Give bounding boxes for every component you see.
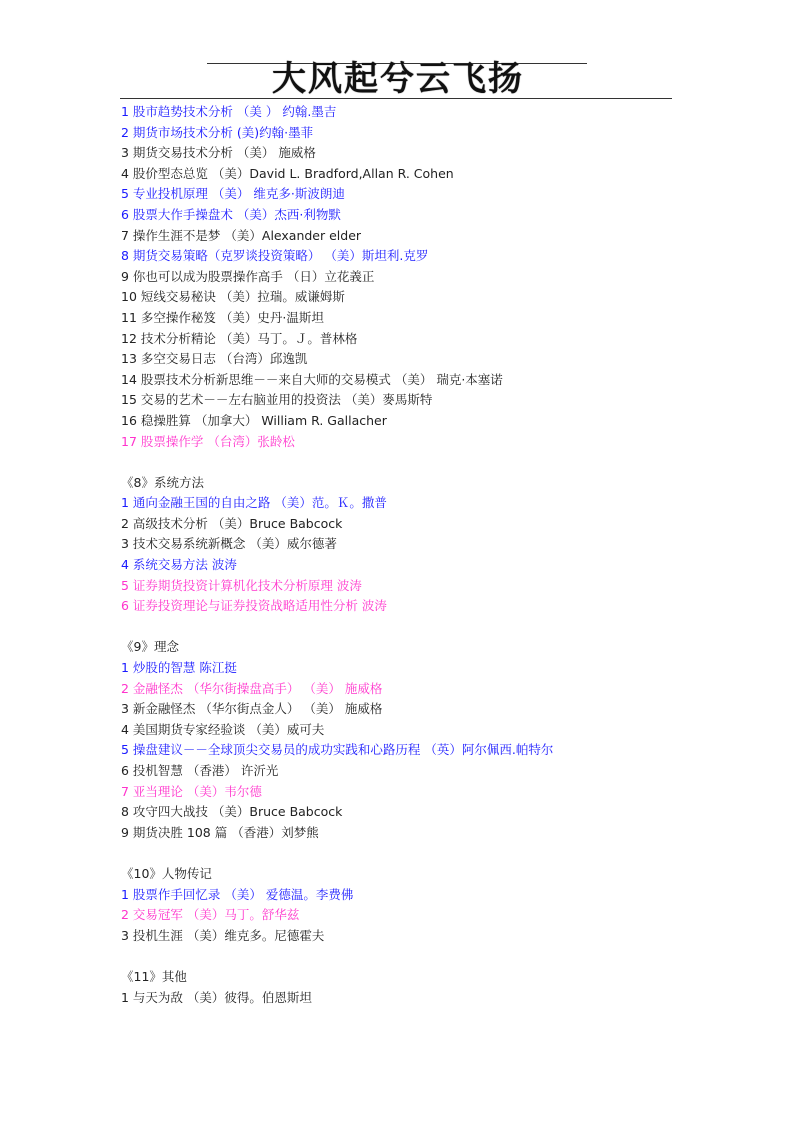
book-entry: 5 操盘建议－－全球顶尖交易员的成功实践和心路历程 （英）阿尔佩西.帕特尔 (121, 742, 554, 758)
header-bottom-rule (120, 98, 672, 99)
book-entry: 7 亚当理论 （美）韦尔德 (121, 783, 262, 799)
book-section (121, 452, 771, 617)
book-entry: 16 稳操胜算 （加拿大） William R. Gallacher (121, 412, 387, 428)
book-entry: 10 短线交易秘诀 （美）拉瑞。威谦姆斯 (121, 289, 345, 305)
book-entry: 3 新金融怪杰 （华尔街点金人） （美） 施威格 (121, 701, 383, 717)
page-title-banner: 大风起兮云飞扬 (272, 59, 524, 99)
book-entry: 13 多空交易日志 （台湾）邱逸凯 (121, 351, 308, 367)
book-section (121, 102, 771, 452)
book-entry: 6 投机智慧 （香港） 许沂光 (121, 763, 279, 778)
book-entry: 11 多空操作秘笈 （美）史丹·温斯坦 (121, 309, 324, 325)
book-entry: 7 操作生涯不是梦 （美）Alexander elder (121, 227, 362, 243)
book-entry: 3 投机生涯 （美）维克多。尼德霍夫 (121, 927, 325, 943)
book-entry: 9 你也可以成为股票操作高手 （日）立花義正 (121, 268, 375, 284)
book-entry: 4 股价型态总览 （美）David L. Bradford,Allan R. Cohen (121, 165, 454, 181)
book-entry: 1 股票作手回忆录 （美） 爱德温。李费佛 (121, 886, 354, 902)
section-heading: 《10》人物传记 (121, 865, 212, 881)
book-entry: 1 炒股的智慧 陈江挺 (121, 660, 237, 676)
book-entry: 5 专业投机原理 （美） 维克多·斯波朗迪 (121, 186, 345, 202)
section-spacer (121, 843, 771, 864)
section-heading: 《9》理念 (121, 639, 179, 655)
book-entry: 6 股票大作手操盘术 （美）杰西·利物默 (121, 206, 341, 222)
book-entry: 17 股票操作学 （台湾）张龄松 (121, 433, 295, 449)
book-entry: 1 与天为敌 （美）彼得。伯恩斯坦 (121, 989, 312, 1005)
book-entry: 2 高级技术分析 （美）Bruce Babcock (121, 515, 343, 531)
section-spacer (121, 946, 771, 967)
book-section (121, 617, 771, 844)
book-section (121, 946, 771, 1008)
book-entry: 3 期货交易技术分析 （美） 施威格 (121, 145, 316, 161)
book-entry: 8 期货交易策略（克罗谈投资策略） （美）斯坦利.克罗 (121, 248, 429, 264)
book-entry: 15 交易的艺术－－左右脑並用的投资法 （美）麥馬斯特 (121, 392, 433, 408)
book-entry: 8 攻守四大战技 （美）Bruce Babcock (121, 804, 343, 820)
section-spacer (121, 617, 771, 638)
section-heading: 《8》系统方法 (121, 474, 204, 490)
book-entry: 2 期货市场技术分析 (美)约翰·墨菲 (121, 124, 314, 140)
book-entry: 4 系统交易方法 波涛 (121, 557, 237, 573)
book-entry: 2 交易冠军 （美）马丁。舒华兹 (121, 907, 300, 923)
book-entry: 4 美国期货专家经验谈 （美）威可夫 (121, 721, 325, 737)
section-heading: 《11》其他 (121, 968, 187, 984)
section-spacer (121, 452, 771, 473)
book-entry: 1 通向金融王国的自由之路 （美）范。Ｋ。撒普 (121, 495, 387, 511)
book-entry: 3 技术交易系统新概念 （美）威尔德著 (121, 536, 337, 552)
book-section (121, 843, 771, 946)
book-entry: 2 金融怪杰 （华尔街操盘高手） （美） 施威格 (121, 680, 383, 696)
page-header (0, 0, 794, 100)
book-entry: 14 股票技术分析新思维－－来自大师的交易模式 （美） 瑞克·本塞诺 (121, 371, 503, 387)
book-entry: 12 技术分析精论 （美）马丁。Ｊ。普林格 (121, 330, 358, 346)
book-entry: 6 证券投资理论与证券投资战略适用性分析 波涛 (121, 598, 387, 614)
book-entry: 5 证券期货投资计算机化技术分析原理 波涛 (121, 577, 362, 593)
book-entry: 9 期货决胜 108 篇 （香港）刘梦熊 (121, 824, 319, 840)
book-entry: 1 股市趋势技术分析 （美 ） 约翰.墨吉 (121, 104, 337, 119)
book-list (121, 102, 771, 1008)
